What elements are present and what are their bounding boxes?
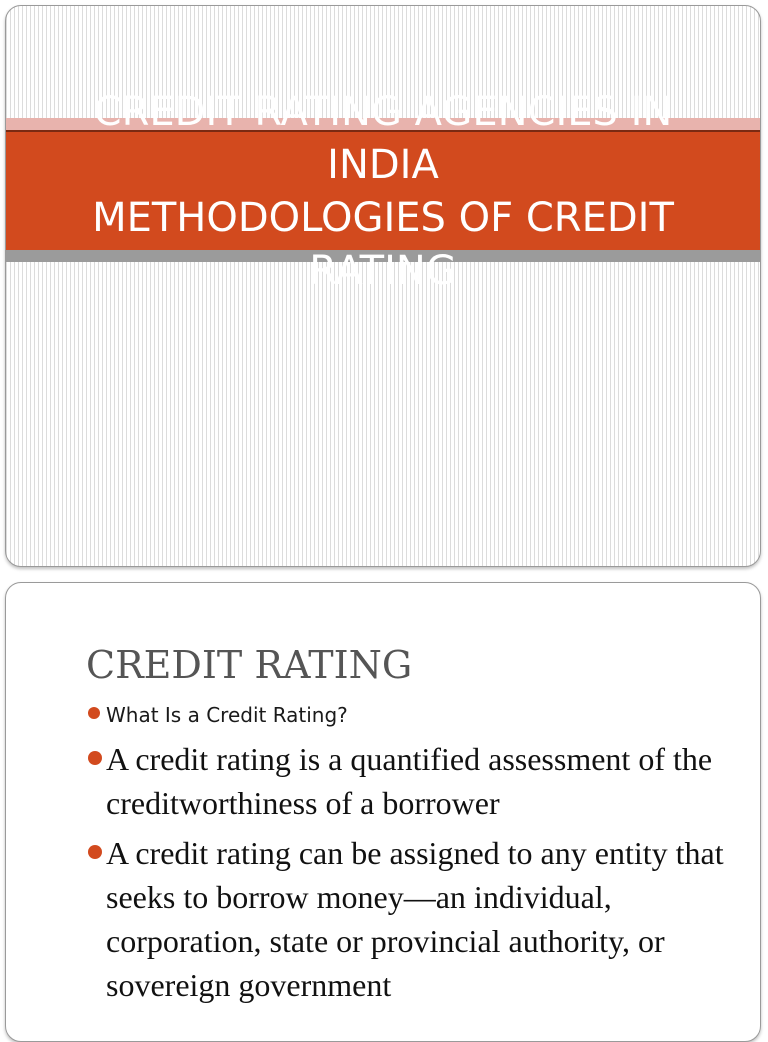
title-slide	[5, 5, 761, 567]
bullet-dot-icon	[88, 707, 100, 719]
bullet-text: A credit rating is a quantified assessment of the creditworthiness of a borrower	[106, 741, 713, 821]
bullet-text: What Is a Credit Rating?	[106, 703, 348, 727]
title-line-1: CREDIT RATING AGENCIES IN	[93, 89, 673, 135]
bullet-item	[88, 737, 730, 825]
bullet-item	[88, 699, 730, 731]
slide-title	[46, 86, 720, 298]
bullet-dot-icon	[88, 751, 102, 765]
content-slide	[5, 582, 761, 1042]
title-line-4: RATING	[309, 248, 457, 294]
bullet-dot-icon	[88, 845, 102, 859]
slide-heading: CREDIT RATING	[86, 643, 413, 687]
bullet-text: A credit rating can be assigned to any entity that seeks to borrow money—an individual, corporation, state or provincial authority, or sovereign government	[106, 835, 724, 1003]
title-line-2: INDIA	[327, 142, 439, 188]
bullet-list	[88, 699, 730, 1007]
bullet-item	[88, 831, 730, 1007]
title-line-3: METHODOLOGIES OF CREDIT	[92, 195, 674, 241]
